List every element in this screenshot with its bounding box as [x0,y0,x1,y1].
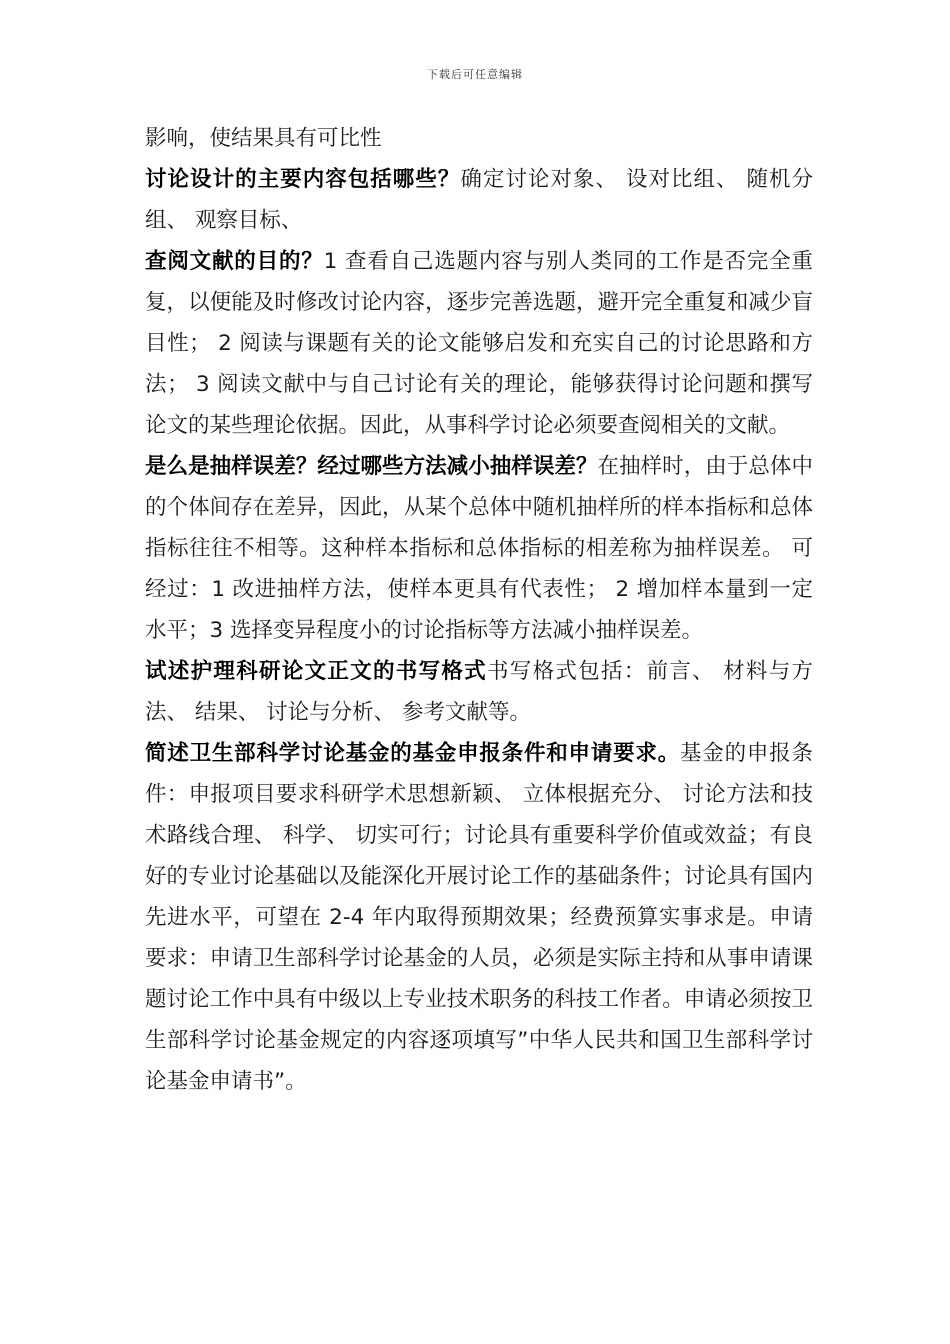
paragraph-answer: 在抽样时，由于总体中的个体间存在差异，因此，从某个总体中随机抽样所的样本指标和总体指标往往不相等。这种样本指标和总体指标的相差称为抽样误差。 可经过：1 改进抽样方法，使样本更具有代表性； 2 增加样本量到一定水平；3 选择变异程度小的讨论指标等方法减小抽样误差。 [145,454,813,643]
paragraph-sampling-error [145,446,813,651]
paragraph-paper-format [145,651,813,733]
paragraph-fund-application [145,733,813,1102]
paragraph-answer: 基金的申报条件：申报项目要求科研学术思想新颖、 立体根据充分、 讨论方法和技术路线合理、 科学、 切实可行；讨论具有重要科学价值或效益；有良好的专业讨论基础以及能深化开展讨论工作的基础条件；讨论具有国内先进水平，可望在 2-4 年内取得预期效果；经费预算实事求是。申请要求：申请卫生部科学讨论基金的人员，必须是实际主持和从事申请课题讨论工作中具有中级以上专业技术职务的科技工作者。申请必须按卫生部科学讨论基金规定的内容逐项填写”中华人民共和国卫生部科学讨论基金申请书”。 [145,741,813,1094]
paragraph-question: 试述护理科研论文正文的书写格式 [145,659,487,684]
document-body [145,118,813,1102]
paragraph-answer: 书写格式包括：前言、 材料与方法、 结果、 讨论与分析、 参考文献等。 [145,659,813,725]
page-header-note: 下载后可任意编辑 [427,68,523,81]
paragraph-question: 是么是抽样误差？经过哪些方法减小抽样误差？ [145,454,598,479]
paragraph-answer: 确定讨论对象、 设对比组、 随机分组、 观察目标、 [145,167,813,233]
paragraph-question: 简述卫生部科学讨论基金的基金申报条件和申请要求。 [145,741,681,766]
paragraph-research-design [145,159,813,241]
paragraph-question: 查阅文献的目的？ [145,249,324,274]
paragraph-answer: 1 查看自己选题内容与别人类同的工作是否完全重复，以便能及时修改讨论内容，逐步完善选题，避开完全重复和减少盲目性； 2 阅读与课题有关的论文能够启发和充实自己的讨论思路和方法； 3 阅读文献中与自己讨论有关的理论，能够获得讨论问题和撰写论文的某些理论依据。因此，从事科学讨论必须要查阅相关的文献。 [145,249,813,438]
paragraph-continuation [145,118,813,159]
paragraph-answer: 影响，使结果具有可比性 [145,126,382,151]
paragraph-question: 讨论设计的主要内容包括哪些？ [145,167,461,192]
paragraph-literature-purpose [145,241,813,446]
